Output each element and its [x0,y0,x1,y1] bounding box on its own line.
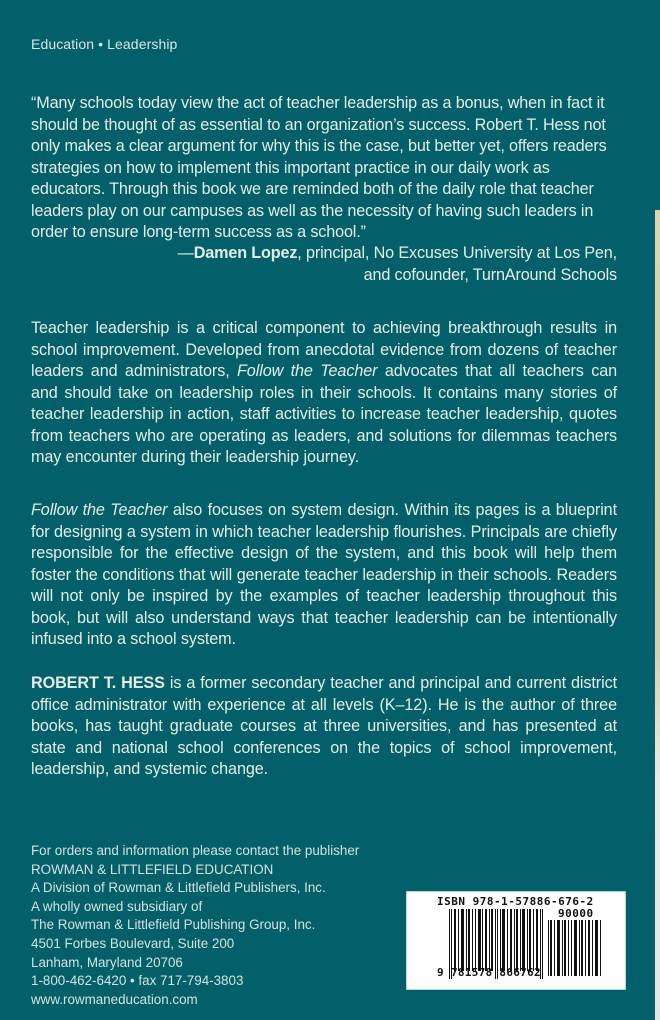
ean-number: 781578 866762 [450,966,541,979]
publisher-website: www.rowmaneducation.com [31,991,198,1007]
author-name: ROBERT T. HESS [31,674,165,692]
publisher-line: For orders and information please contact the publisher [31,843,360,858]
book-title: Follow the Teacher [237,362,378,380]
isbn-barcode [406,891,626,990]
publisher-info [31,842,359,1009]
book-title: Follow the Teacher [31,501,168,519]
publisher-line: A wholly owned subsidiary of [31,898,203,914]
attribution-title: , principal, No Excuses University at Los Pen, [297,244,617,262]
author-bio [31,673,617,781]
category-label: Education • Leadership [31,36,178,52]
publisher-phone: 1-800-462-6420 • fax 717-794-3803 [31,973,244,989]
attribution-dash: — [177,244,194,262]
publisher-line: Lanham, Maryland 20706 [31,954,183,970]
quote-attribution [31,243,617,286]
description-text: advocates that all teachers can and should take on leadership roles in their schools. It contains many stories of teacher leadership in action, staff activities to increase teacher leadership, quotes from teachers who are operating as leaders, and solutions for dilemmas teachers may encounter during their leadership journey. [31,362,617,466]
publisher-line: ROWMAN & LITTLEFIELD EDUCATION [31,861,274,877]
attribution-name: Damen Lopez [193,244,298,262]
author-bio-text: is a former secondary teacher and principal and current district office administrator with experience at all levels (K–12). He is the author of three books, has taught graduate courses at three universities, and has presented at state and national school conferences on the topics of school improvement, leadership, and systemic change. [31,674,617,778]
description-paragraph-1 [31,318,617,469]
isbn-label: ISBN 978-1-57886-676-2 [437,895,594,908]
price-addon-label: 90000 [558,907,594,920]
description-text: Teacher leadership is a critical component to achieving breakthrough results in school improvement. Developed from anecdotal evidence from dozens of teacher leaders and administrators, [31,319,617,380]
publisher-line: 4501 Forbes Boulevard, Suite 200 [31,935,235,951]
endorsement-quote: “Many schools today view the act of teacher leadership as a bonus, when in fact it should be thought of as essential to an organization’s success. Robert T. Hess not only makes a clear argument for why this is the case, but better yet, offers readers strategies on how to implement this important practice in our daily work as educators. Through this book we are reminded both of the daily role that teacher leaders play on our campuses as well as the necessity of having such leaders in order to ensure long-term success as a school.” [31,94,607,241]
description-paragraph-2 [31,500,617,651]
cover-edge-strip [655,210,660,1020]
publisher-line: The Rowman & Littlefield Publishing Group, Inc. [31,917,316,933]
attribution-line-2: and cofounder, TurnAround Schools [363,265,617,284]
publisher-line: A Division of Rowman & Littlefield Publishers, Inc. [31,880,326,896]
description-text: also focuses on system design. Within its pages is a blueprint for designing a system in which teacher leadership flourishes. Principals are chiefly responsible for the effective design of the system, and this book will help them foster the conditions that will generate teacher leadership in their schools. Readers will not only be inspired by the examples of teacher leadership throughout this book, but will also understand ways that teacher leadership can be intentionally infused into a school system. [31,501,617,648]
addon-barcode-bars-icon [548,920,603,976]
ean-digits [437,966,541,979]
ean-first-digit: 9 [437,966,444,979]
attribution-line-1 [31,243,617,265]
